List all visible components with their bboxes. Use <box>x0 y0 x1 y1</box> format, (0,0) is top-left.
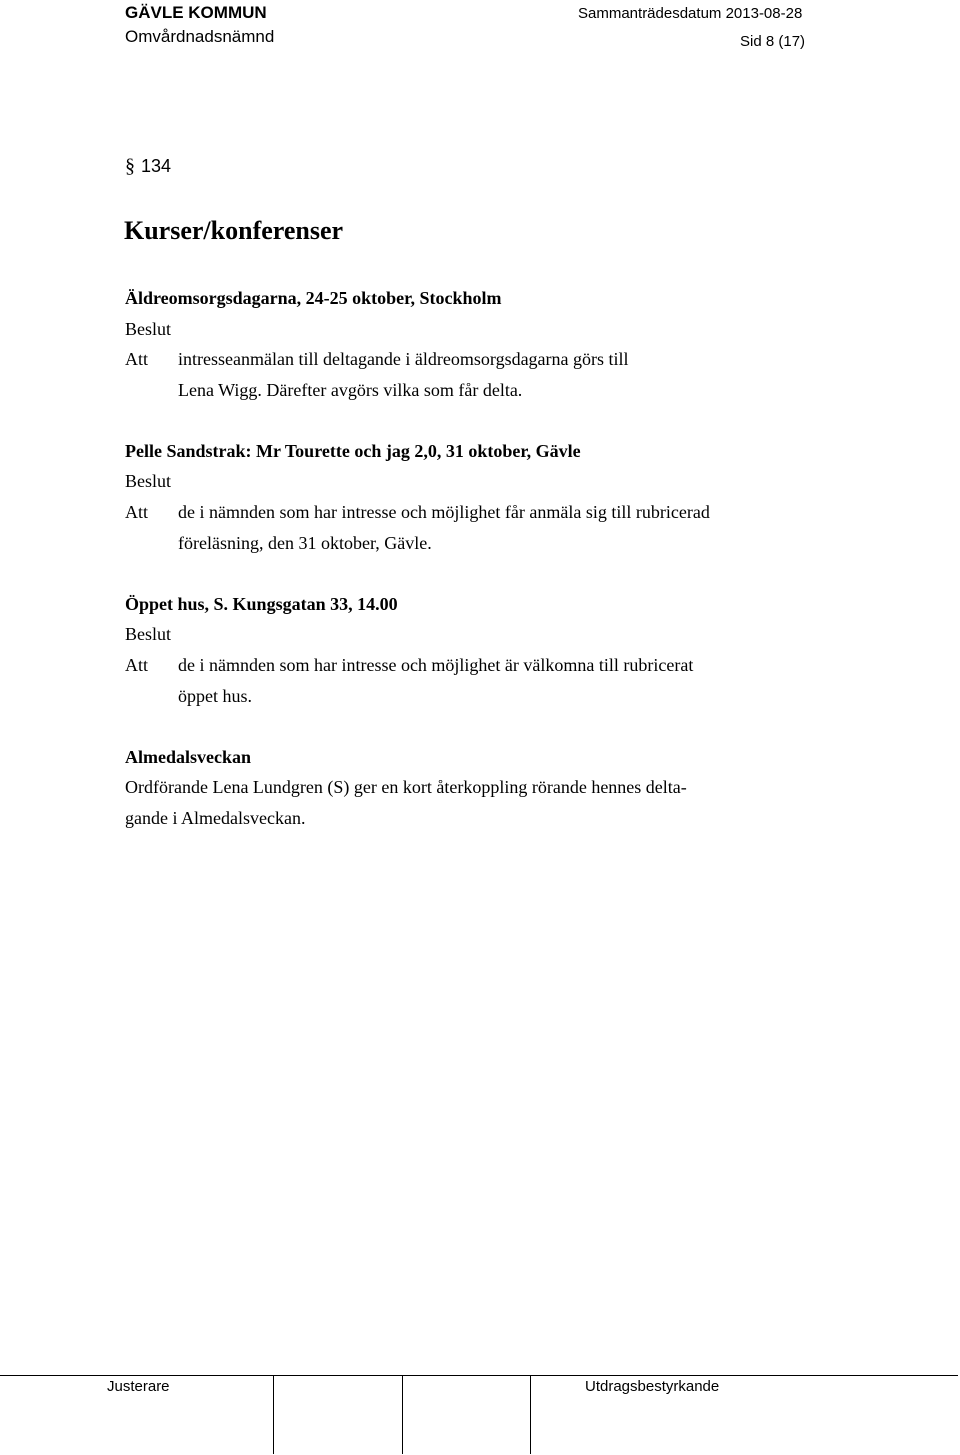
paragraph-number-value: 134 <box>141 156 172 176</box>
decision-text-line: Lena Wigg. Därefter avgörs vilka som får delta. <box>178 380 523 400</box>
footer-column-divider <box>530 1375 531 1454</box>
section-heading: Äldreomsorgsdagarna, 24-25 oktober, Stockholm <box>125 288 502 308</box>
paragraph-number <box>125 155 171 178</box>
decision-text-line: föreläsning, den 31 oktober, Gävle. <box>178 533 432 553</box>
decision-text-line: intresseanmälan till deltagande i äldreomsorgsdagarna görs till <box>178 349 629 369</box>
meeting-date: Sammanträdesdatum 2013-08-28 <box>578 5 803 22</box>
page-title: Kurser/konferenser <box>124 216 344 245</box>
footer-utdragsbestyrkande-label: Utdragsbestyrkande <box>585 1378 720 1395</box>
decision-label: Beslut <box>125 319 172 339</box>
att-label: Att <box>125 502 149 522</box>
footer-justerare-label: Justerare <box>107 1378 170 1395</box>
decision-label: Beslut <box>125 471 172 491</box>
att-label: Att <box>125 655 149 675</box>
body-text-line: gande i Almedalsveckan. <box>125 808 306 828</box>
decision-label: Beslut <box>125 624 172 644</box>
decision-text-line: de i nämnden som har intresse och möjlighet får anmäla sig till rubricerad <box>178 502 710 522</box>
decision-text-line: öppet hus. <box>178 686 252 706</box>
page-number: Sid 8 (17) <box>740 33 806 50</box>
department-name: Omvårdnadsnämnd <box>125 27 275 46</box>
section-symbol: § <box>125 155 135 177</box>
section-heading: Öppet hus, S. Kungsgatan 33, 14.00 <box>125 594 398 614</box>
decision-text-line: de i nämnden som har intresse och möjlighet är välkomna till rubricerat <box>178 655 694 675</box>
att-label: Att <box>125 349 149 369</box>
organization-name: GÄVLE KOMMUN <box>125 3 267 22</box>
footer-divider <box>0 1375 958 1376</box>
footer-column-divider <box>273 1375 274 1454</box>
body-text-line: Ordförande Lena Lundgren (S) ger en kort återkoppling rörande hennes delta- <box>125 777 687 797</box>
section-heading: Pelle Sandstrak: Mr Tourette och jag 2,0, 31 oktober, Gävle <box>125 441 581 461</box>
footer-column-divider <box>402 1375 403 1454</box>
section-heading: Almedalsveckan <box>125 747 251 767</box>
